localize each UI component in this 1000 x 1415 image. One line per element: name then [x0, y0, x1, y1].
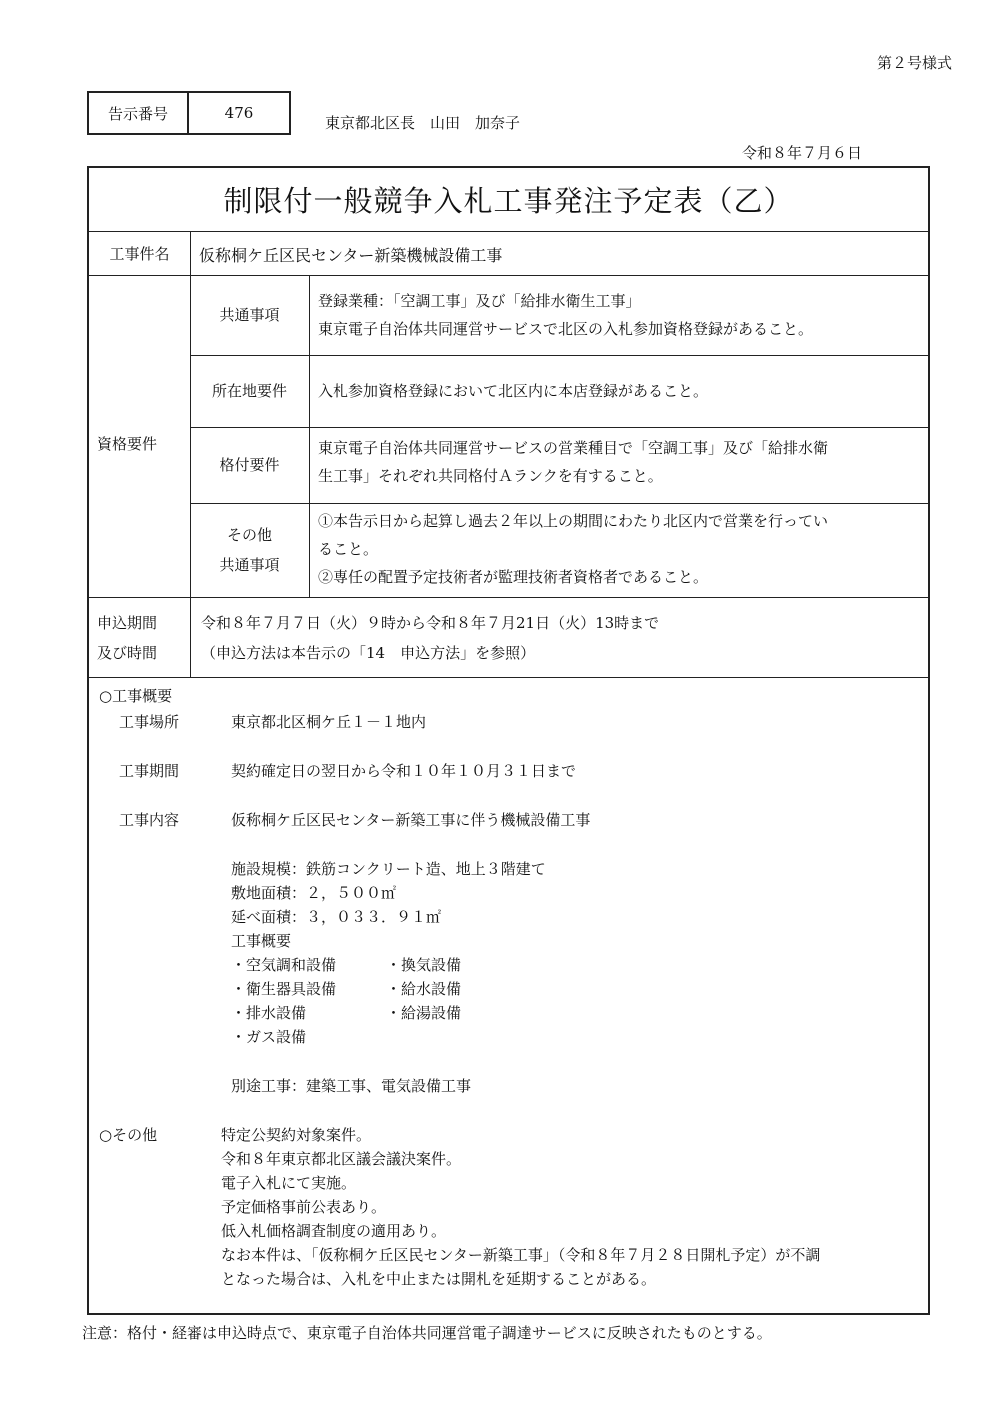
rank-requirement-value: 東京電子自治体共同運営サービスの営業種目で「空調工事」及び「給排水衛 生工事」それぞれ共同格付Ａランクを有すること。	[318, 439, 829, 485]
notice-number-value: 476	[224, 104, 254, 122]
location-requirement-label: 所在地要件	[190, 355, 310, 427]
application-period-row	[89, 597, 928, 678]
work-item: ・空気調和設備	[231, 956, 337, 974]
issuer: 東京都北区長 山田 加奈子	[325, 114, 521, 132]
other-line: 特定公契約対象案件。	[221, 1126, 372, 1144]
project-name-value: 仮称桐ケ丘区民センター新築機械設備工事	[199, 246, 503, 265]
other-line: 予定価格事前公表あり。	[221, 1198, 387, 1216]
other-requirements-label: その他 共通事項	[190, 503, 310, 597]
other-requirements-row	[190, 503, 928, 597]
work-item: ・給湯設備	[386, 1004, 462, 1022]
qualification-section	[89, 275, 928, 598]
application-method-note: （申込方法は本告示の「14 申込方法」を参照）	[201, 644, 536, 662]
project-name-row	[89, 231, 928, 276]
rank-requirement-row	[190, 427, 928, 504]
rank-requirement-label: 格付要件	[190, 427, 310, 503]
common-requirements-label: 共通事項	[190, 275, 310, 355]
project-name-label: 工事件名	[89, 231, 191, 275]
qualification-label-cell	[89, 275, 191, 597]
facility-scale: 施設規模：鉄筋コンクリート造、地上３階建て	[231, 860, 546, 878]
common-requirements-value: 登録業種：「空調工事」及び「給排水衛生工事」 東京電子自治体共同運営サービスで北区の入札参加資格登録があること。	[318, 292, 814, 338]
work-item: ・排水設備	[231, 1004, 307, 1022]
place-value: 東京都北区桐ケ丘１－１地内	[231, 713, 427, 731]
other-line: となった場合は、入札を中止または開札を延期することがある。	[221, 1270, 657, 1288]
application-period-label: 申込期間 及び時間	[89, 597, 191, 677]
other-requirements-value: ①本告示日から起算し過去２年以上の期間にわたり北区内で営業を行ってい ること。 ②専任の配置予定技術者が監理技術者資格者であること。	[318, 512, 829, 586]
other-heading: ○その他	[99, 1126, 158, 1144]
period-label: 工事期間	[119, 762, 180, 780]
form-number: 第２号様式	[876, 54, 952, 72]
work-summary-label: 工事概要	[231, 932, 292, 950]
period-value: 契約確定日の翌日から令和１０年１０月３１日まで	[231, 762, 577, 780]
place-label: 工事場所	[119, 713, 180, 731]
work-item: ・換気設備	[386, 956, 462, 974]
order-schedule-table	[87, 166, 930, 1315]
overview-heading: ○工事概要	[99, 687, 173, 705]
other-line: 令和８年東京都北区議会議決案件。	[221, 1150, 462, 1168]
notice-number-box	[87, 91, 291, 135]
notice-number-label: 告示番号	[89, 93, 189, 133]
work-item: ・給水設備	[386, 980, 462, 998]
content-value: 仮称桐ケ丘区民センター新築工事に伴う機械設備工事	[231, 811, 591, 829]
qualification-label: 資格要件	[97, 435, 158, 453]
site-area: 敷地面積：２，５００㎡	[231, 884, 397, 902]
application-period-value: 令和８年７月７日（火）９時から令和８年７月21日（火）13時まで	[201, 614, 660, 632]
issue-date: 令和８年７月６日	[742, 144, 863, 162]
common-requirements-row	[190, 275, 928, 356]
work-item: ・衛生器具設備	[231, 980, 337, 998]
location-requirement-value: 入札参加資格登録において北区内に本店登録があること。	[318, 382, 709, 400]
separate-works: 別途工事：建築工事、電気設備工事	[231, 1077, 472, 1095]
other-line: なお本件は、「仮称桐ケ丘区民センター新築工事」（令和８年７月２８日開札予定）が不調	[221, 1246, 821, 1264]
footnote: 注意：格付・経審は申込時点で、東京電子自治体共同運営電子調達サービスに反映されたものとする。	[82, 1324, 772, 1342]
location-requirement-row	[190, 355, 928, 428]
other-line: 低入札価格調査制度の適用あり。	[221, 1222, 447, 1240]
work-item: ・ガス設備	[231, 1028, 307, 1046]
document-title: 制限付一般競争入札工事発注予定表（乙）	[89, 168, 928, 232]
other-line: 電子入札にて実施。	[221, 1174, 357, 1192]
floor-area: 延べ面積：３，０３３．９１㎡	[231, 908, 442, 926]
content-label: 工事内容	[119, 811, 180, 829]
